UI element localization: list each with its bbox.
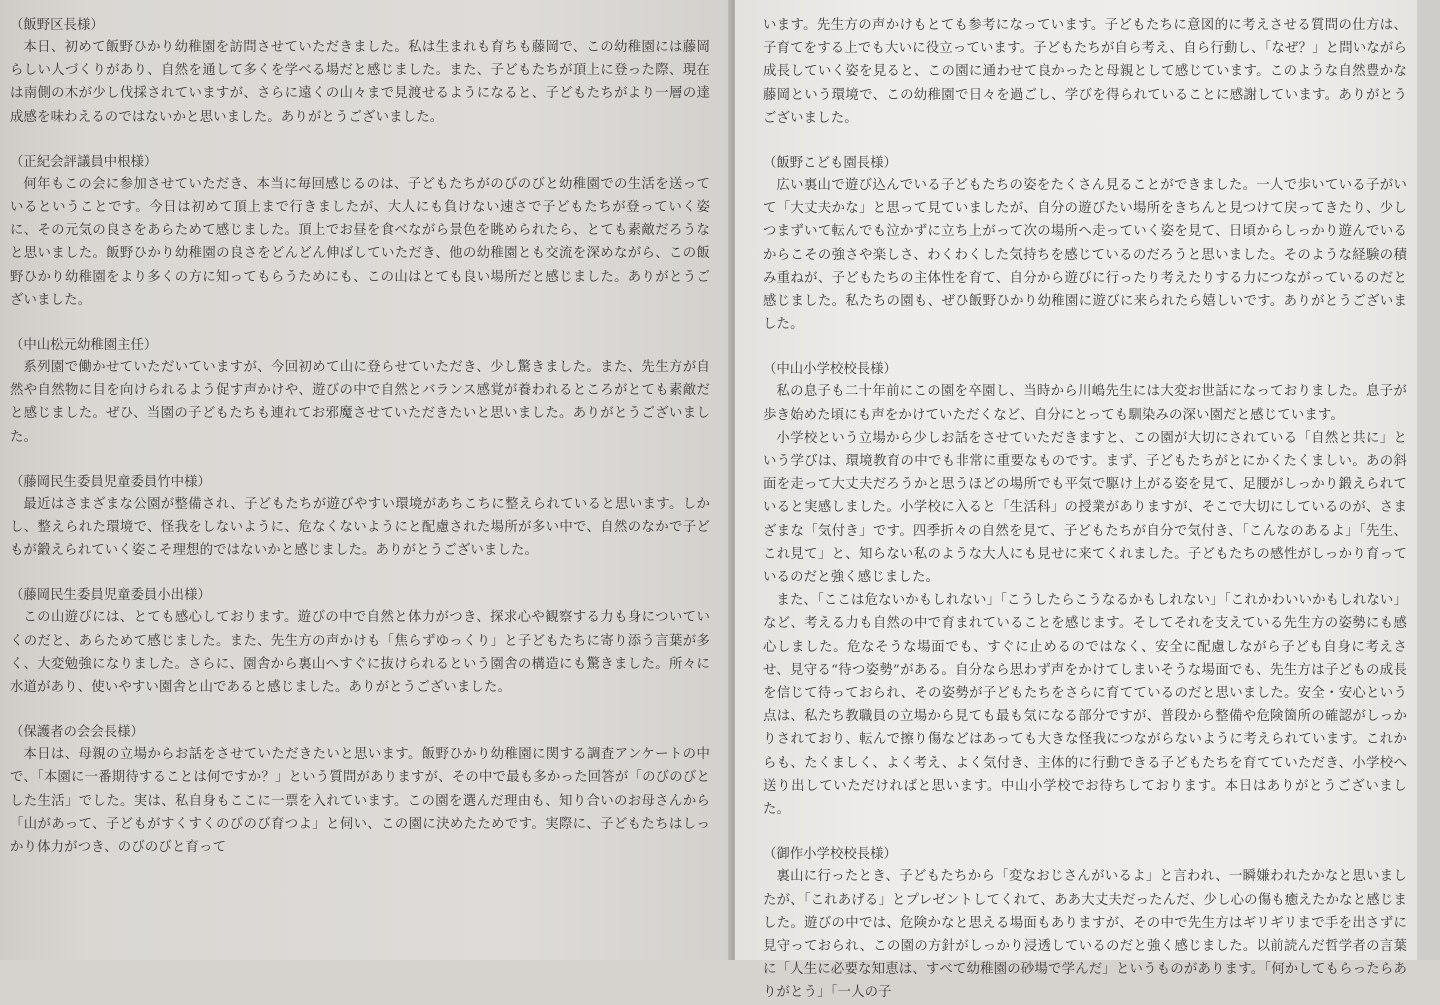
right-page: [735, 0, 1417, 1001]
section-paragraph: 広い裏山で遊び込んでいる子どもたちの姿をたくさん見ることができました。一人で歩いている子がいて「大丈夫かな」と思って見ていましたが、自分の遊びたい場所をきちんと見つけて戻ってきたり、少しつまずいて転んでも泣かずに立ち上がって次の場所へ走っていく姿を見て、日頃からしっかり遊んでいるからこその強さや楽しさ、わくわくした気持ちを感じているのだろうと思いました。そのような経験の積み重ねが、子どもたちの主体性を育て、自分から遊びに行ったり考えたりする力につながっているのだと感じました。私たちの園も、ぜひ飯野ひかり幼稚園に遊びに来られたら嬉しいです。ありがとうございました。: [763, 178, 1407, 333]
section-heading: （正紀会評議員中根様）: [10, 154, 158, 170]
section-paragraph: この山遊びには、とても感心しております。遊びの中で自然と体力がつき、探求心や観察する力も身についていくのだと、あらためて感じました。また、先生方の声かけも「焦らずゆっくり」と子どもたちに寄り添う言葉が多く、大変勉強になりました。さらに、園舎から裏山へすぐに抜けられるという園舎の構造にも驚きました。所々に水道があり、使いやすい園舎と山であると感じました。ありがとうございました。: [10, 610, 710, 696]
comment-section: [10, 151, 710, 312]
section-heading: （中山小学校校長様）: [763, 362, 897, 378]
comment-section-continued: [763, 14, 1407, 130]
section-heading: （飯野こども園長様）: [763, 156, 897, 172]
comment-section: [10, 584, 710, 699]
background-surface: [1417, 0, 1440, 960]
section-paragraph: います。先生方の声かけもとても参考になっています。子どもたちに意図的に考えさせる質問の仕方は、子育てをする上でも大いに役立っています。子どもたちが自ら考え、自ら行動し、「なぜ？」と問いながら成長していく姿を見ると、この園に通わせて良かったと母親として感じています。このような自然豊かな藤岡という環境で、この幼稚園で日々を過ごし、学びを得られていることに感謝しています。ありがとうございました。: [763, 18, 1407, 126]
comment-section: [10, 721, 710, 859]
section-heading: （保護者の会会長様）: [10, 725, 144, 741]
comment-section: [10, 471, 710, 563]
section-paragraph: 小学校という立場から少しお話をさせていただきますと、この園が大切にされている「自然と共に」という学びは、環境教育の中でも非常に重要なものです。まず、子どもたちがとにかくたくましい。あの斜面を走って大丈夫だろうかと思うほどの場所でも平気で駆け上がる姿を見て、足腰がしっかり鍛えられていると実感しました。小学校に入ると「生活科」の授業がありますが、そこで大切にしているのが、さまざまな「気付き」です。四季折々の自然を見て、子どもたちが自分で気付き、「こんなのあるよ」「先生、これ見て」と、知らない私のような大人にも見せに来てくれました。子どもたちの感性がしっかり育っているのだと強く感じました。: [763, 430, 1407, 586]
section-heading: （御作小学校校長様）: [763, 847, 897, 863]
left-page: [0, 0, 732, 960]
section-paragraph: 本日は、母親の立場からお話をさせていただきたいと思います。飯野ひかり幼稚園に関する調査アンケートの中で、「本園に一番期待することは何ですか？」という質問がありますが、その中で最も多かった回答が「のびのびとした生活」でした。実は、私自身もここに一票を入れています。この園を選んだ理由も、知り合いのお母さんから「山があって、子どもがすくすくのびのび育つよ」と伺い、この園に決めたためです。実際に、子どもたちはしっかり体力がつき、のびのびと育って: [10, 747, 710, 856]
comment-section: [763, 843, 1407, 1004]
section-heading: （中山松元幼稚園主任）: [10, 338, 158, 354]
section-paragraph: 本日、初めて飯野ひかり幼稚園を訪問させていただきました。私は生まれも育ちも藤岡で、この幼稚園には藤岡らしい人づくりがあり、自然を通して多くを学べる場だと感じました。また、子どもたちが頂上に登った際、現在は南側の木が少し伐採されていますが、さらに遠くの山々まで見渡せるようになると、子どもたちがより一層の達成感を味わえるのではないかと思いました。ありがとうございました。: [10, 40, 710, 125]
section-paragraph: 系列園で働かせていただいていますが、今回初めて山に登らせていただき、少し驚きました。また、先生方が自然や自然物に目を向けられるよう促す声かけや、遊びの中で自然とバランス感覚が養われるところがとても素敵だと感じました。ぜひ、当園の子どもたちも連れてお邪魔させていただきたいと思いました。ありがとうございました。: [10, 360, 710, 445]
section-paragraph: 私の息子も二十年前にこの園を卒園し、当時から川嶋先生には大変お世話になっておりました。息子が歩き始めた頃にも声をかけていただくなど、自分にとっても馴染みの深い園だと感じています。: [763, 384, 1407, 423]
section-paragraph: 何年もこの会に参加させていただき、本当に毎回感じるのは、子どもたちがのびのびと幼稚園での生活を送っているということです。今日は初めて頂上まで行きましたが、大人にも負けない速さで子どもたちが登っていく姿に、その元気の良さをあらためて感じました。頂上でお昼を食べながら景色を眺められたら、とても素敵だろうなと思いました。飯野ひかり幼稚園の良さをどんどん伸ばしていただき、他の幼稚園とも交流を深めながら、この飯野ひかり幼稚園をより多くの方に知ってもらうためにも、この山はとても良い場所だと感じました。ありがとうございました。: [10, 176, 710, 308]
section-paragraph: 最近はさまざまな公園が整備され、子どもたちが遊びやすい環境があちこちに整えられていると思います。しかし、整えられた環境で、怪我をしないように、危なくないようにと配慮された場所が多い中で、自然のなかで子どもが鍛えられていく姿こそ理想的ではないかと感じました。ありがとうございました。: [10, 496, 710, 559]
comment-section: [10, 14, 710, 129]
section-heading: （藤岡民生委員児童委員小出様）: [10, 588, 211, 604]
section-paragraph: また、「ここは危ないかもしれない」「こうしたらこうなるかもしれない」「これかわいいかもしれない」など、考える力も自然の中で育まれていることを感じます。そしてそれを支えている先生方の姿勢にも感心しました。危なそうな場面でも、すぐに止めるのではなく、安全に配慮しながら子ども自身に考えさせ、見守る“待つ姿勢”がある。自分なら思わず声をかけてしまいそうな場面でも、先生方は子どもの成長を信じて待っておられ、その姿勢が子どもたちをさらに育てているのだと思いました。安全・安心という点は、私たち教職員の立場から見ても最も気になる部分ですが、普段から整備や危険箇所の確認がしっかりされており、転んで擦り傷などはあっても大きな怪我につながらないように考えられています。これからも、たくましく、よく考え、よく気付き、主体的に行動できる子どもたちを育てていただき、小学校へ送り出していただければと思います。中山小学校でお待ちしております。本日はありがとうございました。: [763, 593, 1407, 818]
comment-section: [763, 358, 1407, 821]
section-heading: （飯野区長様）: [10, 18, 104, 33]
comment-section: [763, 152, 1407, 336]
section-paragraph: 裏山に行ったとき、子どもたちから「変なおじさんがいるよ」と言われ、一瞬嫌われたかなと思いましたが、「これあげる」とプレゼントしてくれて、ああ大丈夫だったんだ、少し心の傷も癒えたかなと感じました。遊びの中では、危険かなと思える場面もありますが、その中で先生方はギリギリまで手を出さずに見守っておられ、この園の方針がしっかり浸透しているのだと強く感じました。以前読んだ哲学者の言葉に「人生に必要な知恵は、すべて幼稚園の砂場で学んだ」というものがあります。「何かしてもらったらありがとう」「一人の子: [763, 869, 1407, 1001]
section-heading: （藤岡民生委員児童委員竹中様）: [10, 474, 211, 490]
comment-section: [10, 334, 710, 449]
